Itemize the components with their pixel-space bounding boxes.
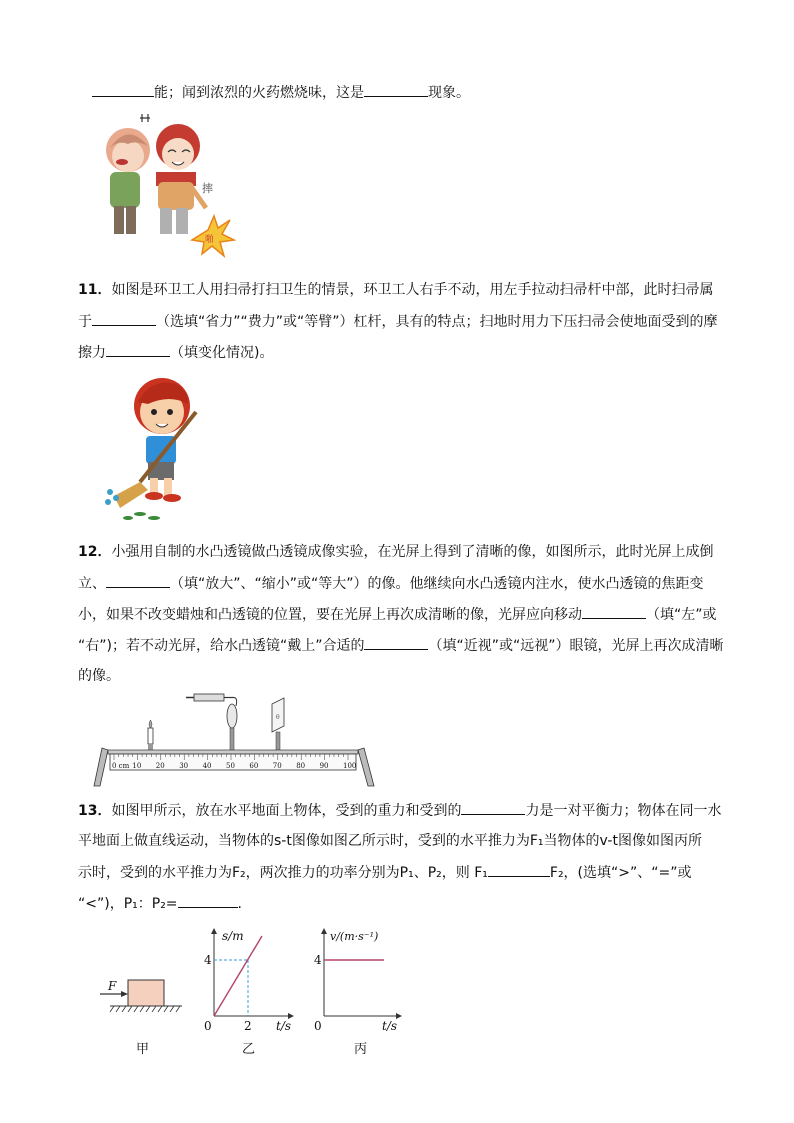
question-number: 12． (78, 544, 112, 560)
ruler-tick-label: 0 cm (112, 762, 130, 770)
ruler-tick-label: 30 (179, 762, 189, 770)
answer-blank[interactable] (92, 82, 154, 97)
sweeping-boy-illustration (100, 372, 210, 524)
origin-label: 0 (314, 1019, 322, 1033)
y-tick-label: 4 (314, 953, 322, 967)
caption-yi: 乙 (242, 1042, 256, 1057)
s-t-line (214, 936, 262, 1016)
q13-line-3: 示时，受到的水平推力为F₂，两次推力的功率分别为P₁、P₂，则 F₁ F₂，(选填“>”、“=”或 (78, 862, 692, 883)
sound-text: 啪 (205, 235, 215, 245)
answer-blank[interactable] (106, 342, 170, 357)
q11-line-3: 擦力 （填变化情况)。 (78, 342, 273, 363)
force-label: F (108, 979, 117, 993)
answer-blank[interactable] (488, 862, 550, 877)
ruler-tick-label: 50 (226, 762, 235, 770)
q11-line-2: 于 （选填“省力”“费力”或“等臂”）杠杆，具有的特点；扫地时用力下压扫帚会使地面受到的摩 (78, 311, 718, 332)
firecracker-illustration (96, 112, 236, 262)
answer-blank[interactable] (178, 893, 238, 908)
answer-blank[interactable] (92, 311, 156, 326)
ruler-tick-label: 60 (249, 762, 259, 770)
caption-jia: 甲 (136, 1042, 150, 1057)
q13-line-4: “<”)，P₁：P₂= . (78, 893, 242, 914)
q12-line-5: 的像。 (78, 668, 120, 684)
answer-blank[interactable] (582, 604, 646, 619)
y-axis-label: s/m (222, 929, 244, 943)
y-tick-label: 4 (204, 953, 212, 967)
ruler-tick-label: 20 (155, 762, 165, 770)
answer-blank[interactable] (106, 573, 170, 588)
q10-text-line: 能；闻到浓烈的火药燃烧味，这是 现象。 (92, 82, 470, 103)
ruler-tick-label: 40 (202, 762, 212, 770)
question-number: 13． (78, 803, 112, 819)
q12-line-4: “右”)；若不动光屏，给水凸透镜“戴上”合适的 （填“近视”或“远视”）眼镜，光屏上再次成清晰 (78, 635, 724, 656)
y-axis-label: v/(m·s⁻¹) (330, 930, 379, 943)
x-tick-label: 2 (244, 1019, 252, 1033)
ruler-tick-label: 10 (132, 762, 142, 770)
question-number: 11． (78, 282, 112, 298)
v-t-graph (310, 924, 410, 1034)
q12-line-1: 12．小强用自制的水凸透镜做凸透镜成像实验，在光屏上得到了清晰的像，如图所示，此时光屏上成倒 (78, 544, 714, 560)
origin-label: 0 (204, 1019, 212, 1033)
block-force-diagram (96, 968, 188, 1018)
q11-line-1: 11．如图是环卫工人用扫帚打扫卫生的情景，环卫工人右手不动，用左手拉动扫帚杆中部，此时扫帚属 (78, 282, 714, 298)
answer-blank[interactable] (364, 82, 428, 97)
q13-line-1: 13．如图甲所示，放在水平地面上物体，受到的重力和受到的 力是一对平衡力；物体在同一水 (78, 800, 721, 821)
answer-blank[interactable] (461, 800, 525, 815)
ruler-tick-label: 70 (272, 762, 282, 770)
x-axis-label: t/s (382, 1019, 398, 1033)
x-axis-label: t/s (276, 1019, 292, 1033)
ruler-tick-label: 90 (319, 762, 329, 770)
s-t-graph (200, 924, 300, 1034)
caption-bing: 丙 (354, 1042, 368, 1057)
ruler-tick-label: 80 (296, 762, 306, 770)
ruler-tick-label: 100 (343, 762, 357, 770)
sign-text: 摔 (202, 182, 213, 195)
q13-line-2: 平地面上做直线运动，当物体的s-t图像如图乙所示时，受到的水平推力为F₁当物体的v-t图像如图丙所 (78, 833, 702, 849)
svg-text:θ: θ (276, 714, 280, 721)
optical-bench-diagram (92, 688, 382, 792)
q12-line-2: 立、 （填“放大”、“缩小”或“等大”）的像。他继续向水凸透镜内注水，使水凸透镜的焦距变 (78, 573, 704, 594)
answer-blank[interactable] (364, 635, 428, 650)
q12-line-3: 小，如果不改变蜡烛和凸透镜的位置，要在光屏上再次成清晰的像，光屏应向移动 （填“左”或 (78, 604, 717, 625)
